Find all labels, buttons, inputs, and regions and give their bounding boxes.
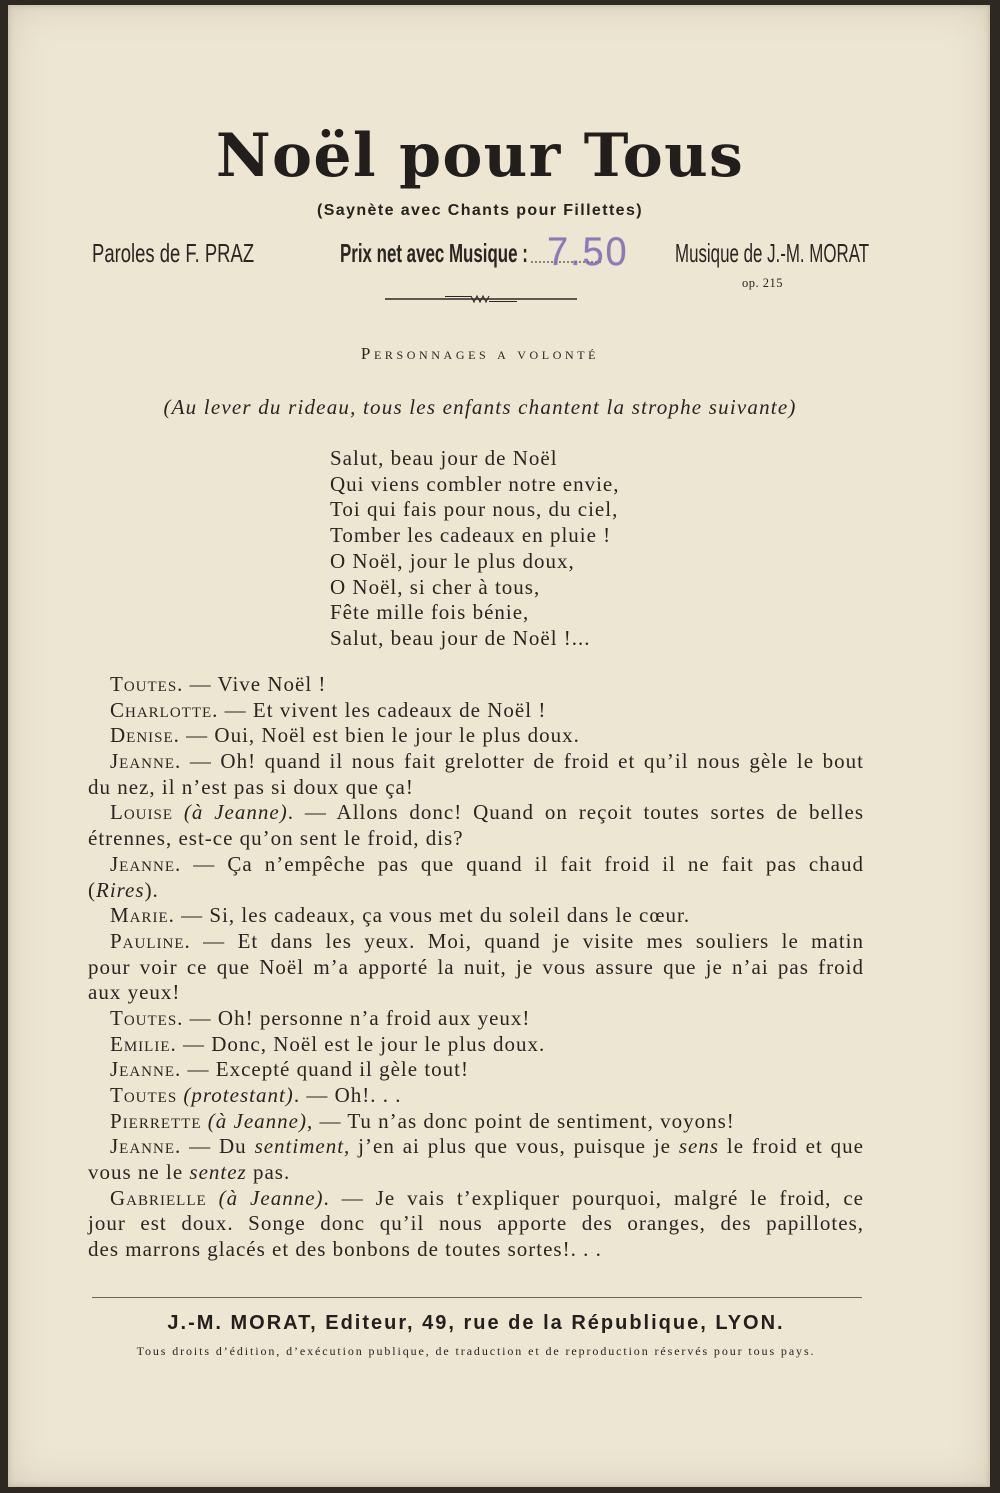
dialogue-line [88, 1109, 864, 1135]
emphasis-text: sens [678, 1134, 720, 1159]
speech-text: — Et dans les yeux. Moi, quand je visite mes souliers le matin [190, 928, 864, 953]
speech-text: — Si, les cadeaux, ça vous met du soleil dans le cœur. [174, 903, 691, 928]
speech-text: — Ça n’empêche pas que quand il fait froid il ne fait pas chaud [181, 851, 864, 876]
emphasis-text: sentez [189, 1160, 247, 1185]
speech-text: — Et vivent les cadeaux de Noël ! [218, 697, 547, 722]
speaker-name: Gabrielle [110, 1185, 207, 1210]
song-line: O Noël, jour le plus doux, [330, 548, 575, 573]
speech [88, 749, 864, 800]
speech-text [207, 1186, 219, 1210]
speech [88, 1186, 864, 1263]
document-subtitle: (Saynète avec Chants pour Fillettes) [316, 202, 644, 219]
stage-direction-inline: (à Jeanne) [218, 1185, 324, 1210]
dialogue-line [88, 878, 864, 904]
dialogue-line [88, 1032, 864, 1058]
lyricist-credit: Paroles de F. PRAZ [92, 238, 255, 268]
emphasis-text: sentiment, [254, 1134, 351, 1159]
speech-text: ). [144, 877, 159, 902]
dialogue-line [88, 800, 864, 826]
song-line: O Noël, si cher à tous, [330, 574, 541, 599]
speech-text: du nez, il n’est pas si doux que ça! [88, 774, 414, 799]
speaker-name: Jeanne. [110, 1057, 182, 1082]
speaker-name: Jeanne. [110, 851, 182, 876]
speech-text: pour voir ce que Noël m’a apporté la nuit, je vous assure que je n’ai pas froid [88, 954, 864, 979]
speech-text: — Oh! personne n’a froid aux yeux! [183, 1005, 531, 1030]
speech-text: . — Je vais t’expliquer pourquoi, malgré le froid, ce [323, 1185, 865, 1210]
dialogue-line [88, 749, 864, 775]
speech-text: — Donc, Noël est le jour le plus doux. [176, 1031, 546, 1056]
dialogue-line [88, 929, 864, 955]
speech [88, 800, 864, 851]
dialogue-line [88, 775, 864, 801]
song-line: Qui viens combler notre envie, [330, 471, 620, 496]
stage-direction: (Au lever du rideau, tous les enfants chantent la strophe suivante) [163, 395, 797, 419]
speech-text: . — Oh!. . . [293, 1083, 402, 1107]
speaker-name: Marie. [110, 903, 175, 928]
speaker-name: Emilie. [110, 1031, 177, 1056]
song-line: Tomber les cadeaux en pluie ! [330, 523, 612, 548]
dialogue-line [88, 1237, 864, 1263]
dialogue-line [88, 1186, 864, 1212]
dialogue-line [88, 903, 864, 929]
speech-text: aux yeux! [88, 980, 181, 1005]
song-line: Toi qui fais pour nous, du ciel, [330, 497, 619, 522]
dialogue-line [88, 672, 864, 698]
speech-text: vous ne le [88, 1160, 190, 1185]
dialogue-line [88, 980, 864, 1006]
publisher-line: J.-M. MORAT, Editeur, 49, rue de la République, LYON. [167, 1312, 785, 1334]
speech-text: j’en ai plus que vous, puisque je [350, 1134, 679, 1159]
speech-text: étrennes, est-ce qu’on sent le froid, dis? [88, 826, 464, 851]
dialogue-line [88, 826, 864, 852]
speaker-name: Toutes [110, 1083, 178, 1107]
speech-text: — Oh! quand il nous fait grelotter de froid et qu’il nous gèle le bout [181, 749, 864, 774]
speech [88, 852, 864, 903]
song-line: Salut, beau jour de Noël [330, 446, 558, 470]
document-title: Noël pour Tous [215, 121, 745, 191]
speech-text: , — Tu n’as donc point de sentiment, voyons! [306, 1108, 735, 1133]
speaker-name: Pierrette [110, 1108, 202, 1133]
speaker-name: Louise [110, 800, 173, 825]
dialogue-line [88, 1006, 864, 1032]
opus-number: op. 215 [742, 276, 783, 290]
price-label: Prix net avec Musique : [340, 238, 528, 268]
speaker-name: Jeanne. [110, 749, 182, 774]
speech [88, 1006, 864, 1032]
speech [88, 1032, 864, 1058]
stage-direction-inline: (à Jeanne) [207, 1108, 307, 1133]
dialogue-line [88, 1211, 864, 1237]
speech [88, 1109, 864, 1135]
speech [88, 1083, 864, 1109]
dialogue-line [88, 698, 864, 724]
dialogue-line [88, 1083, 864, 1109]
speech-text: des marrons glacés et des bonbons de toutes sortes!. . . [88, 1237, 602, 1262]
speech-text: . — Allons donc! Quand on reçoit toutes sortes de belles [287, 800, 865, 825]
stage-direction-inline: (protestant) [183, 1083, 294, 1107]
speaker-name: Jeanne. [110, 1134, 182, 1159]
speaker-name: Denise. [110, 723, 180, 748]
speech-text: pas. [246, 1160, 291, 1185]
speaker-name: Toutes. [110, 1005, 184, 1030]
stage-direction-inline: (à Jeanne) [183, 800, 288, 825]
speech-text: ( [88, 877, 96, 902]
speech [88, 903, 864, 929]
dialogue-line [88, 852, 864, 878]
speech-text: — Oui, Noël est bien le jour le plus doux. [179, 723, 580, 748]
speech-text: — Vive Noël ! [183, 672, 327, 696]
dialogue-line [88, 1160, 864, 1186]
dialogue [88, 672, 864, 1263]
price-stamp: 7.50 [547, 230, 629, 274]
speech [88, 698, 864, 724]
speaker-name: Charlotte. [110, 697, 219, 722]
speech-text: — Du [181, 1134, 255, 1159]
dialogue-line [88, 1134, 864, 1160]
speech [88, 672, 864, 698]
speech [88, 1134, 864, 1185]
ornament-divider [385, 292, 577, 306]
speech [88, 1057, 864, 1083]
speech-text: jour est doux. Songe donc qu’il nous apporte des oranges, des papillotes, [88, 1211, 864, 1236]
speech [88, 723, 864, 749]
song-line: Fête mille fois bénie, [330, 600, 530, 625]
dialogue-line [88, 955, 864, 981]
rights-notice: Tous droits d’édition, d’exécution publique, de traduction et de reproduction réservés pour tous pays. [136, 1344, 816, 1358]
footer-rule [92, 1297, 862, 1298]
speaker-name: Pauline. [110, 928, 191, 953]
song-line: Salut, beau jour de Noël !... [330, 625, 591, 650]
speech-text: — Excepté quand il gèle tout! [181, 1057, 470, 1082]
stage-direction-inline: Rires [96, 877, 145, 902]
dialogue-line [88, 723, 864, 749]
speaker-name: Toutes. [110, 672, 184, 696]
characters-heading: Personnages a volonté [360, 344, 600, 363]
composer-credit: Musique de J.-M. MORAT [675, 238, 870, 268]
speech-text [173, 800, 184, 824]
song-verse [330, 446, 620, 652]
speech-text: le froid et que [719, 1134, 864, 1159]
dialogue-line [88, 1057, 864, 1083]
speech [88, 929, 864, 1006]
